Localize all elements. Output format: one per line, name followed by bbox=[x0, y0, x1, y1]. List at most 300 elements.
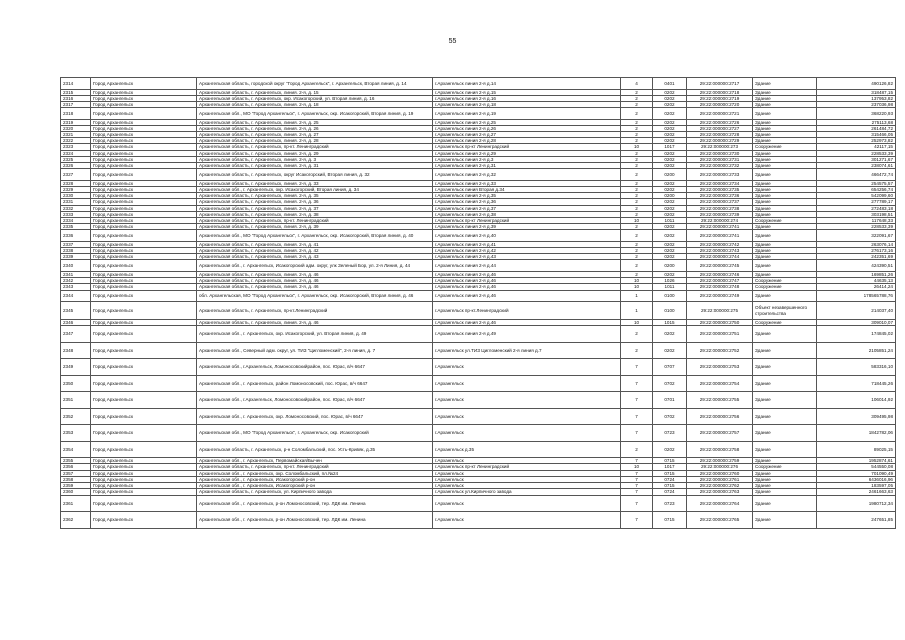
municipality: Город Архангельск bbox=[91, 211, 197, 217]
municipality: Город Архангельск bbox=[91, 132, 197, 138]
group-code: 2 bbox=[621, 156, 653, 162]
subgroup-code: 0401 bbox=[653, 78, 687, 90]
cadastral-number: 29:22:000000:2738 bbox=[687, 205, 753, 211]
municipality: Город Архангельск bbox=[91, 186, 197, 192]
municipality: Город Архангельск bbox=[91, 163, 197, 169]
municipality: Город Архангельск bbox=[91, 101, 197, 107]
municipality: Город Архангельск bbox=[91, 512, 197, 529]
cadastral-value: 183597,05 bbox=[817, 483, 896, 489]
cadastral-number: 29:22:000000:2754 bbox=[687, 375, 753, 392]
cadastral-number: 29:22:000000:2756 bbox=[687, 408, 753, 425]
address: Архангельская область, г. Архангельск, линия. 2-я, д. 36 bbox=[197, 199, 433, 205]
address: Архангельская обл., Северный адм. округ, ул. ТИЗ "Цигломенский", 2-я линия, д. 7 bbox=[197, 342, 433, 359]
table-row bbox=[61, 495, 896, 512]
subgroup-code: 0202 bbox=[653, 205, 687, 211]
cadastral-number: 29:22:000000:2741 bbox=[687, 224, 753, 230]
subgroup-code: 0202 bbox=[653, 224, 687, 230]
object-type: Здание bbox=[753, 470, 817, 476]
short-address: г.Архангельск линия 2-я д.38 bbox=[433, 211, 621, 217]
row-number: 2350 bbox=[61, 375, 91, 392]
object-type: Здание bbox=[753, 271, 817, 277]
table-row bbox=[61, 326, 896, 343]
object-type: Здание bbox=[753, 78, 817, 90]
municipality: Город Архангельск bbox=[91, 95, 197, 101]
table-row bbox=[61, 375, 896, 392]
cadastral-value: 424390,51 bbox=[817, 260, 896, 272]
object-type: Здание bbox=[753, 125, 817, 131]
group-code: 2 bbox=[621, 119, 653, 125]
short-address: г.Архангельск линия 2-я д.46 bbox=[433, 290, 621, 302]
short-address: г.Архангельск bbox=[433, 470, 621, 476]
cadastral-number: 29:22:000000:2763 bbox=[687, 489, 753, 495]
group-code: 2 bbox=[621, 193, 653, 199]
short-address: г.Архангельск пр-кт Ленинградский bbox=[433, 144, 621, 150]
subgroup-code: 0202 bbox=[653, 271, 687, 277]
address: Архангельская область, г. Архангельск, пр-кт. Ленинградский bbox=[197, 144, 433, 150]
municipality: Город Архангельск bbox=[91, 78, 197, 90]
cadastral-value: 228533,39 bbox=[817, 224, 896, 230]
row-number: 2351 bbox=[61, 392, 91, 409]
object-type: Здание bbox=[753, 408, 817, 425]
address: Архангельская обл., МО "Город Архангельск", г. Архангельск, окр. Исакогорский, Вторая линия, д. 40 bbox=[197, 230, 433, 242]
cadastral-number: 29:22:000000:2747 bbox=[687, 278, 753, 284]
short-address: г.Архангельск bbox=[433, 392, 621, 409]
group-code: 1 bbox=[621, 302, 653, 320]
cadastral-value: 242351,69 bbox=[817, 254, 896, 260]
subgroup-code: 0701 bbox=[653, 392, 687, 409]
group-code: 2 bbox=[621, 138, 653, 144]
address: Архангельская область, г. Архангельск, линия. 2-я, д. 15 bbox=[197, 89, 433, 95]
cadastral-value: 6436016,96 bbox=[817, 476, 896, 482]
object-type: Здание bbox=[753, 254, 817, 260]
cadastral-number: 29:22:000000:2762 bbox=[687, 483, 753, 489]
short-address: г.Архангельск линия 2-я д.35 bbox=[433, 193, 621, 199]
short-address: г.Архангельск пр-кт Ленинградский bbox=[433, 217, 621, 223]
cadastral-value: 322091,67 bbox=[817, 230, 896, 242]
cadastral-value: 174845,02 bbox=[817, 326, 896, 343]
object-type: Здание bbox=[753, 186, 817, 192]
cadastral-value: 309495,98 bbox=[817, 408, 896, 425]
cadastral-number: 29:22:000000:2765 bbox=[687, 512, 753, 529]
subgroup-code: 0715 bbox=[653, 512, 687, 529]
cadastral-number: 29:22:000000:2743 bbox=[687, 248, 753, 254]
table-row bbox=[61, 392, 896, 409]
cadastral-number: 29:22:000000:2717 bbox=[687, 78, 753, 90]
municipality: Город Архангельск bbox=[91, 320, 197, 326]
cadastral-value: 117648,33 bbox=[817, 217, 896, 223]
cadastral-number: 29:22:000000:2742 bbox=[687, 241, 753, 247]
cadastral-number: 29:22:000000:2755 bbox=[687, 392, 753, 409]
object-type: Здание bbox=[753, 483, 817, 489]
cadastral-number: 29:22:000000:2748 bbox=[687, 284, 753, 290]
short-address: г.Архангельск линия 2-я д.3 bbox=[433, 156, 621, 162]
row-number: 2360 bbox=[61, 489, 91, 495]
cadastral-value: 2461663,63 bbox=[817, 489, 896, 495]
address: Архангельская область, городской округ "Город Архангельск", г. Архангельск, Вторая линия, д. 14 bbox=[197, 78, 433, 90]
table-row bbox=[61, 359, 896, 376]
object-type: Сооружение bbox=[753, 464, 817, 470]
short-address: г.Архангельск линия 2-я д.31 bbox=[433, 163, 621, 169]
short-address: г.Архангельск пр-кт Ленинградский bbox=[433, 464, 621, 470]
row-number: 2348 bbox=[61, 342, 91, 359]
cadastral-number: 29:22:000000:2749 bbox=[687, 290, 753, 302]
cadastral-value: 2105851,24 bbox=[817, 342, 896, 359]
group-code: 2 bbox=[621, 199, 653, 205]
object-type: Здание bbox=[753, 224, 817, 230]
short-address: г.Архангельск линия 2-я д.40 bbox=[433, 230, 621, 242]
short-address: г.Архангельск bbox=[433, 476, 621, 482]
subgroup-code: 0202 bbox=[653, 95, 687, 101]
cadastral-value: 254575,57 bbox=[817, 180, 896, 186]
cadastral-value: 301271,67 bbox=[817, 156, 896, 162]
row-number: 2337 bbox=[61, 241, 91, 247]
cadastral-number: 29:22:000000:2727 bbox=[687, 125, 753, 131]
object-type: Здание bbox=[753, 169, 817, 181]
subgroup-code: 0202 bbox=[653, 125, 687, 131]
short-address: г.Архангельск линия 2-я д.44 bbox=[433, 260, 621, 272]
row-number: 2347 bbox=[61, 326, 91, 343]
short-address: г.Архангельск линия 2-я д.26 bbox=[433, 125, 621, 131]
object-type: Сооружение bbox=[753, 217, 817, 223]
cadastral-value: 654256,74 bbox=[817, 186, 896, 192]
group-code: 2 bbox=[621, 169, 653, 181]
row-number: 2342 bbox=[61, 278, 91, 284]
row-number: 2356 bbox=[61, 464, 91, 470]
table-row bbox=[61, 169, 896, 181]
table-row bbox=[61, 408, 896, 425]
cadastral-value: 276173,16 bbox=[817, 248, 896, 254]
short-address: г.Архангельск линия 2-я д.46 bbox=[433, 320, 621, 326]
group-code: 7 bbox=[621, 489, 653, 495]
object-type: Здание bbox=[753, 392, 817, 409]
group-code: 10 bbox=[621, 320, 653, 326]
group-code: 7 bbox=[621, 495, 653, 512]
cadastral-value: 701090,49 bbox=[817, 470, 896, 476]
subgroup-code: 0202 bbox=[653, 132, 687, 138]
cadastral-value: 42117,15 bbox=[817, 144, 896, 150]
group-code: 7 bbox=[621, 375, 653, 392]
cadastral-number: 29:22:000000:2760 bbox=[687, 470, 753, 476]
cadastral-value: 542099,60 bbox=[817, 193, 896, 199]
cadastral-number: 29:22:000000:2731 bbox=[687, 156, 753, 162]
address: Архангельская область, г. Архангельск, округ Исакогорский, Вторая линия, д. 32 bbox=[197, 169, 433, 181]
short-address: г.Архангельск д.35 bbox=[433, 441, 621, 458]
address: Архангельская обл., г. Архангельск, окр. Соломбальский, пл.№24 bbox=[197, 470, 433, 476]
subgroup-code: 0202 bbox=[653, 186, 687, 192]
group-code: 10 bbox=[621, 284, 653, 290]
row-number: 2349 bbox=[61, 359, 91, 376]
short-address: г.Архангельск линия 2-я д.41 bbox=[433, 241, 621, 247]
cadastral-value: 583316,10 bbox=[817, 359, 896, 376]
cadastral-number: 29:22:000000:2736 bbox=[687, 193, 753, 199]
cadastral-value: 718445,26 bbox=[817, 375, 896, 392]
group-code: 2 bbox=[621, 180, 653, 186]
address: Архангельская область, г. Архангельск, линия. 2-я, д. 3 bbox=[197, 156, 433, 162]
cadastral-value: 303198,51 bbox=[817, 211, 896, 217]
subgroup-code: 0202 bbox=[653, 326, 687, 343]
group-code: 10 bbox=[621, 464, 653, 470]
municipality: Город Архангельск bbox=[91, 302, 197, 320]
address: Архангельская область, г. Архангельск, линия. 2-я, д. 46 bbox=[197, 271, 433, 277]
group-code: 2 bbox=[621, 125, 653, 131]
municipality: Город Архангельск bbox=[91, 108, 197, 120]
row-number: 2345 bbox=[61, 302, 91, 320]
address: Архангельская обл., г.Архангельск, Ломоносовскийрайон, пос. Юрас, в/ч 6647 bbox=[197, 359, 433, 376]
subgroup-code: 0707 bbox=[653, 359, 687, 376]
cadastral-number: 29:22:000000:2764 bbox=[687, 495, 753, 512]
group-code: 2 bbox=[621, 260, 653, 272]
subgroup-code: 0202 bbox=[653, 211, 687, 217]
group-code: 2 bbox=[621, 163, 653, 169]
object-type: Здание bbox=[753, 132, 817, 138]
row-number: 2325 bbox=[61, 156, 91, 162]
short-address: г.Архангельск bbox=[433, 425, 621, 442]
subgroup-code: 0202 bbox=[653, 101, 687, 107]
subgroup-code: 0202 bbox=[653, 156, 687, 162]
row-number: 2326 bbox=[61, 163, 91, 169]
address: Архангельская область, г. Архангельск, линия. 2-я, д. 38 bbox=[197, 211, 433, 217]
short-address: г.Архангельск линия 2-я д.15 bbox=[433, 89, 621, 95]
municipality: Город Архангельск bbox=[91, 260, 197, 272]
cadastral-number: 29:22:000000:2733 bbox=[687, 169, 753, 181]
row-number: 2332 bbox=[61, 205, 91, 211]
cadastral-number: 29:22:000000:2744 bbox=[687, 254, 753, 260]
cadastral-number: 29:22:000000:2757 bbox=[687, 425, 753, 442]
short-address: г.Архангельск bbox=[433, 375, 621, 392]
row-number: 2344 bbox=[61, 290, 91, 302]
group-code: 2 bbox=[621, 224, 653, 230]
cadastral-value: 137953,82 bbox=[817, 95, 896, 101]
object-type: Здание bbox=[753, 476, 817, 482]
cadastral-value: 89025,15 bbox=[817, 441, 896, 458]
subgroup-code: 0202 bbox=[653, 108, 687, 120]
row-number: 2361 bbox=[61, 495, 91, 512]
short-address: г.Архангельск линия 2-я д.46 bbox=[433, 271, 621, 277]
row-number: 2331 bbox=[61, 199, 91, 205]
group-code: 7 bbox=[621, 359, 653, 376]
municipality: Город Архангельск bbox=[91, 458, 197, 464]
subgroup-code: 0715 bbox=[653, 458, 687, 464]
row-number: 2357 bbox=[61, 470, 91, 476]
subgroup-code: 0100 bbox=[653, 302, 687, 320]
short-address: г.Архангельск линия 2-я д.27 bbox=[433, 132, 621, 138]
short-address: г.Архангельск пр-кт.Ленинградский bbox=[433, 302, 621, 320]
short-address: г.Архангельск линия 2-я д.39 bbox=[433, 224, 621, 230]
address: Архангельская обл., г. Архангельск, Первомайская/Бычен bbox=[197, 458, 433, 464]
object-type: Здание bbox=[753, 95, 817, 101]
short-address: г.Архангельск линия 2-я д.14 bbox=[433, 78, 621, 90]
subgroup-code: 1011 bbox=[653, 217, 687, 223]
row-number: 2341 bbox=[61, 271, 91, 277]
object-type: Здание bbox=[753, 495, 817, 512]
row-number: 2317 bbox=[61, 101, 91, 107]
short-address: г.Архангельск линия 2-я д.29 bbox=[433, 150, 621, 156]
object-type: Здание bbox=[753, 458, 817, 464]
group-code: 2 bbox=[621, 342, 653, 359]
address: Архангельская обл., МО "Город Архангельск", г. Архангельск, окр. Исакогорский bbox=[197, 425, 433, 442]
group-code: 2 bbox=[621, 248, 653, 254]
object-type: Сооружение bbox=[753, 284, 817, 290]
municipality: Город Архангельск bbox=[91, 119, 197, 125]
object-type: Здание bbox=[753, 326, 817, 343]
row-number: 2346 bbox=[61, 320, 91, 326]
object-type: Здание bbox=[753, 241, 817, 247]
cadastral-number: 29:22:000000:2737 bbox=[687, 199, 753, 205]
object-type: Здание bbox=[753, 138, 817, 144]
object-type: Здание bbox=[753, 199, 817, 205]
subgroup-code: 0202 bbox=[653, 89, 687, 95]
object-type: Сооружение bbox=[753, 320, 817, 326]
cadastral-value: 44635,13 bbox=[817, 278, 896, 284]
subgroup-code: 0202 bbox=[653, 180, 687, 186]
subgroup-code: 0202 bbox=[653, 230, 687, 242]
municipality: Город Архангельск bbox=[91, 464, 197, 470]
cadastral-value: 1952874,61 bbox=[817, 458, 896, 464]
subgroup-code: 0715 bbox=[653, 483, 687, 489]
cadastral-number: 29:22:000000:2728 bbox=[687, 132, 753, 138]
cadastral-value: 318487,15 bbox=[817, 89, 896, 95]
subgroup-code: 0202 bbox=[653, 441, 687, 458]
row-number: 2316 bbox=[61, 95, 91, 101]
short-address: г.Архангельск bbox=[433, 512, 621, 529]
municipality: Город Архангельск bbox=[91, 489, 197, 495]
cadastral-number: 29:22:000000:2741 bbox=[687, 230, 753, 242]
address: обл. Архангельская, МО "Город Архангельск", г. Архангельск, окр. Исакогорский, Вторая линия, д. 46 bbox=[197, 290, 433, 302]
cadastral-value: 309010,07 bbox=[817, 320, 896, 326]
cadastral-value: 544550,08 bbox=[817, 464, 896, 470]
object-type: Здание bbox=[753, 375, 817, 392]
short-address: г.Архангельск bbox=[433, 483, 621, 489]
cadastral-value: 466472,74 bbox=[817, 169, 896, 181]
subgroup-code: 0200 bbox=[653, 169, 687, 181]
short-address: г.Архангельск линия 2-я д.32 bbox=[433, 169, 621, 181]
municipality: Город Архангельск bbox=[91, 224, 197, 230]
municipality: Город Архангельск bbox=[91, 180, 197, 186]
cadastral-number: 29:22:000000:2752 bbox=[687, 342, 753, 359]
group-code: 2 bbox=[621, 254, 653, 260]
cadastral-number: 29:22:000000:2758 bbox=[687, 441, 753, 458]
group-code: 7 bbox=[621, 408, 653, 425]
subgroup-code: 0100 bbox=[653, 290, 687, 302]
municipality: Город Архангельск bbox=[91, 425, 197, 442]
row-number: 2322 bbox=[61, 138, 91, 144]
object-type: Здание bbox=[753, 248, 817, 254]
short-address: г.Архангельск bbox=[433, 359, 621, 376]
group-code: 7 bbox=[621, 470, 653, 476]
cadastral-value: 26414,24 bbox=[817, 284, 896, 290]
short-address: г.Архангельск линия 2-я д.18 bbox=[433, 101, 621, 107]
address: Архангельская область, г. Архангельск, линия. 2-я, д. 26 bbox=[197, 125, 433, 131]
table-row bbox=[61, 260, 896, 272]
municipality: Город Архангельск bbox=[91, 248, 197, 254]
table-row bbox=[61, 425, 896, 442]
municipality: Город Архангельск bbox=[91, 359, 197, 376]
municipality: Город Архангельск bbox=[91, 230, 197, 242]
group-code: 7 bbox=[621, 476, 653, 482]
subgroup-code: 0723 bbox=[653, 495, 687, 512]
subgroup-code: 1017 bbox=[653, 144, 687, 150]
cadastral-number: 29:22:000000:2745 bbox=[687, 260, 753, 272]
object-type: Сооружение bbox=[753, 278, 817, 284]
cadastral-value: 1980712,34 bbox=[817, 495, 896, 512]
address: Архангельская обл., г. Архангельск, район Ломоносовский, пос. Юрас, в/ч 6647 bbox=[197, 375, 433, 392]
municipality: Город Архангельск bbox=[91, 125, 197, 131]
row-number: 2358 bbox=[61, 476, 91, 482]
municipality: Город Архангельск bbox=[91, 205, 197, 211]
subgroup-code: 0724 bbox=[653, 489, 687, 495]
short-address: г.Архангельск линия 2-я д.43 bbox=[433, 254, 621, 260]
cadastral-value: 169851,26 bbox=[817, 271, 896, 277]
group-code: 2 bbox=[621, 108, 653, 120]
object-type: Здание bbox=[753, 150, 817, 156]
municipality: Город Архангельск bbox=[91, 254, 197, 260]
subgroup-code: 0724 bbox=[653, 476, 687, 482]
address: Архангельская область, г. Архангельск, линия. 2-я, д. 46 bbox=[197, 320, 433, 326]
group-code: 7 bbox=[621, 425, 653, 442]
cadastral-value: 237036,98 bbox=[817, 101, 896, 107]
cadastral-number: 29:22:000000:2732 bbox=[687, 163, 753, 169]
row-number: 2354 bbox=[61, 441, 91, 458]
municipality: Город Архангельск bbox=[91, 408, 197, 425]
cadastral-number: 29:22:000000:2720 bbox=[687, 101, 753, 107]
cadastral-value: 228533,39 bbox=[817, 150, 896, 156]
cadastral-value: 272483,18 bbox=[817, 205, 896, 211]
row-number: 2314 bbox=[61, 78, 91, 90]
subgroup-code: 0202 bbox=[653, 138, 687, 144]
subgroup-code: 0200 bbox=[653, 260, 687, 272]
subgroup-code: 0200 bbox=[653, 193, 687, 199]
group-code: 7 bbox=[621, 512, 653, 529]
cadastral-number: 29:22:000000:2735 bbox=[687, 186, 753, 192]
object-type: Здание bbox=[753, 489, 817, 495]
group-code: 4 bbox=[621, 78, 653, 90]
object-type: Здание bbox=[753, 163, 817, 169]
short-address: г.Архангельск линия 2-я д.46 bbox=[433, 284, 621, 290]
cadastral-number: 29:22:000000:2759 bbox=[687, 458, 753, 464]
cadastral-value: 490126,82 bbox=[817, 78, 896, 90]
municipality: Город Архангельск bbox=[91, 271, 197, 277]
address: Архангельская область, г. Архангельск, линия. 2-я, д. 46 bbox=[197, 284, 433, 290]
municipality: Город Архангельск bbox=[91, 495, 197, 512]
cadastral-number: 29:22:000000:2730 bbox=[687, 150, 753, 156]
group-code: 2 bbox=[621, 89, 653, 95]
address: Архангельская обл., г. Архангельск, р-он Ломоносовский, тер. ЛДК им. Ленина bbox=[197, 512, 433, 529]
address: Архангельская область, г. Архангельск, линия. 2-я, д. 18 bbox=[197, 101, 433, 107]
cadastral-table bbox=[60, 77, 896, 529]
row-number: 2334 bbox=[61, 217, 91, 223]
row-number: 2324 bbox=[61, 150, 91, 156]
subgroup-code: 1011 bbox=[653, 284, 687, 290]
address: Архангельская область, г. Архангельск, пр-кт. Ленинградский bbox=[197, 464, 433, 470]
address: Архангельская область, г. Архангельск, линия. 2-я, д. 28 bbox=[197, 138, 433, 144]
address: Архангельская область, г. Архангельск, пр-кт. Ленинградский bbox=[197, 217, 433, 223]
cadastral-value: 214037,40 bbox=[817, 302, 896, 320]
short-address: г.Архангельск bbox=[433, 458, 621, 464]
table-row bbox=[61, 108, 896, 120]
cadastral-number: 29:22:000000:2721 bbox=[687, 108, 753, 120]
row-number: 2328 bbox=[61, 180, 91, 186]
address: Архангельская область, г. Архангельск, линия. 2-я, д. 39 bbox=[197, 224, 433, 230]
table-row bbox=[61, 512, 896, 529]
cadastral-number: 29:22:000000:276 bbox=[687, 464, 753, 470]
cadastral-number: 29:22:000000:2726 bbox=[687, 119, 753, 125]
row-number: 2359 bbox=[61, 483, 91, 489]
group-code: 2 bbox=[621, 132, 653, 138]
address: Архангельская область, г. Архангельск, линия. 2-я, д. 37 bbox=[197, 205, 433, 211]
subgroup-code: 0202 bbox=[653, 342, 687, 359]
row-number: 2335 bbox=[61, 224, 91, 230]
group-code: 2 bbox=[621, 205, 653, 211]
